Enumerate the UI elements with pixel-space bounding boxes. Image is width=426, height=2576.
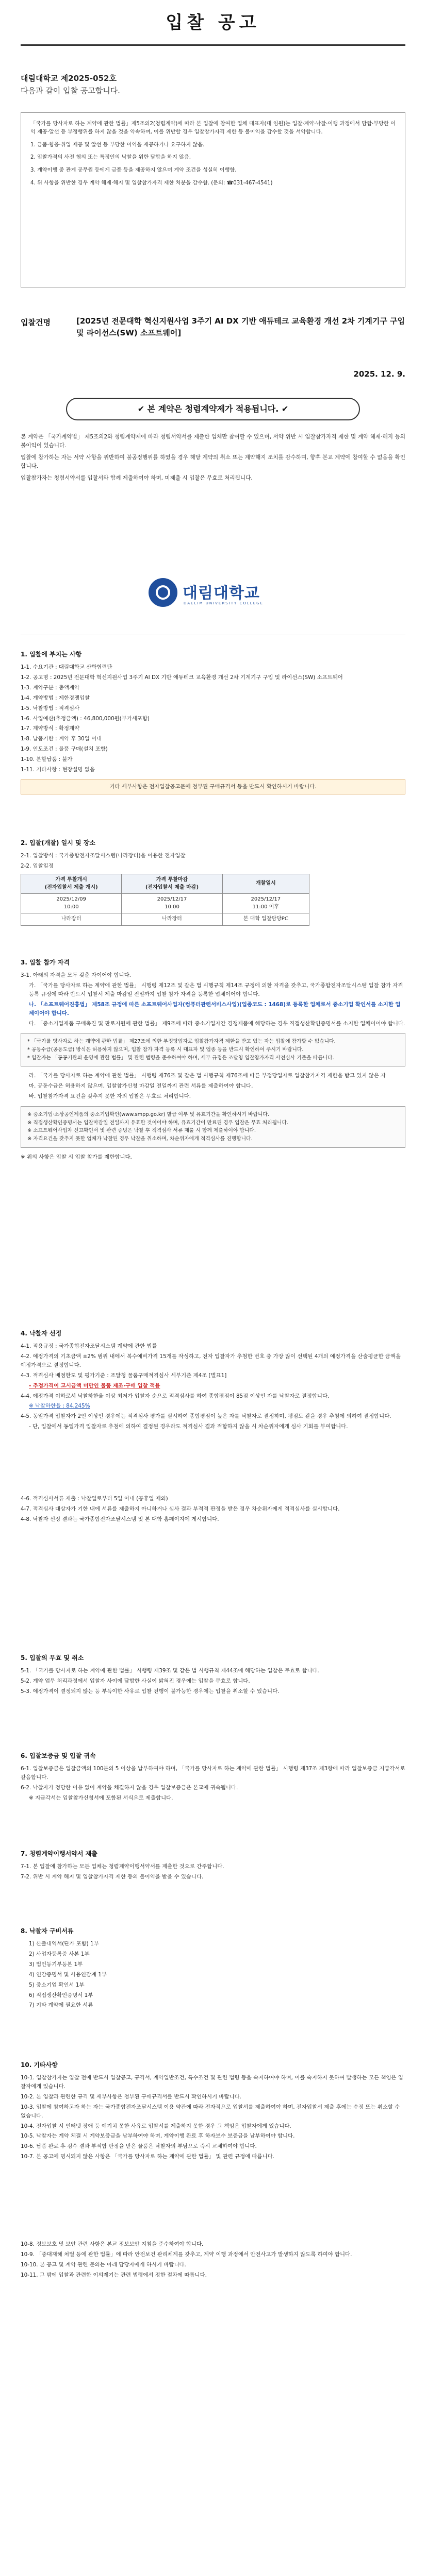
section-8 [21, 1927, 405, 2011]
section-line: 1) 산출내역서(단가 포함) 1부 [29, 1941, 99, 1947]
section-line: 라. 「국가를 당사자로 하는 계약에 관한 법률」 시행령 제76조 및 같은 법 시행규칙 제76조에 따른 부정당업자로 입찰참가자격 제한을 받고 있지 않은 자 [29, 1073, 386, 1079]
table-cell: 2025/12/09 10:00 [21, 894, 122, 913]
section-line: 4-7. 적격심사 대상자가 기한 내에 서류를 제출하지 아니하거나 심사 결과 부적격 판정을 받은 경우 차순위자에게 적격심사를 실시합니다. [21, 1505, 340, 1512]
section-line: 마. 공동수급은 허용하지 않으며, 입찰참가신청 마감일 전일까지 관련 서류를 제출하여야 합니다. [29, 1083, 253, 1090]
section-line: 나. 「소프트웨어진흥법」 제58조 규정에 따른 소프트웨어사업자(컴퓨터관련서비스사업)(업종코드 : 1468)로 등록한 업체로서 중소기업 확인서를 소지한 업체이어야 합니다. [29, 1001, 401, 1016]
note-box [21, 1106, 405, 1148]
section-4 [21, 1329, 405, 1526]
section-heading: 5. 입찰의 무효 및 취소 [21, 1654, 84, 1662]
section-3 [21, 958, 405, 1163]
section-line: 10-9. 「중대재해 처벌 등에 관한 법률」에 따라 안전보건 관리체계를 갖추고, 계약 이행 과정에서 안전사고가 발생하지 않도록 하여야 합니다. [21, 2251, 352, 2258]
note-line: ※ 중소기업·소상공인제품의 중소기업확인(www.smpp.go.kr) 발급 여부 및 유효기간을 확인하시기 바랍니다. [27, 1112, 269, 1117]
table-header-row [21, 874, 309, 894]
section-line: ※ 지급각서는 입찰참가신청서에 포함된 서식으로 제출합니다. [29, 1794, 173, 1801]
section-line: ※ 위의 사항은 입찰 시 입찰 참가를 제한합니다. [21, 1154, 132, 1160]
section-line: 10-3. 입찰에 참여하고자 하는 자는 국가종합전자조달시스템 이용 약관에 따라 전자적으로 입찰서를 제출하여야 하며, 전자입찰서 제출 후에는 수정 또는 취소할 수 없습니다. [21, 2104, 400, 2119]
section-line: 6) 직접생산확인증명서 1부 [29, 1992, 93, 1998]
section-line: 5) 중소기업 확인서 1부 [29, 1981, 85, 1988]
university-logo [149, 577, 277, 608]
note-line: * 공동수급(공동도급) 방식은 허용하지 않으며, 입찰 참가 자격 등록 시 대표자 및 업종 등을 반드시 확인하여 주시기 바랍니다. [27, 1047, 304, 1053]
note-box [21, 1033, 405, 1066]
section-line: 4-5. 동일가격 입찰자가 2인 이상인 경우에는 적격심사 평가를 실시하여 종합평점이 높은 자를 낙찰자로 결정하며, 평점도 같을 경우 추첨에 의하여 결정합니다. [21, 1413, 391, 1420]
section-line: 7) 기타 계약에 필요한 서류 [29, 2002, 93, 2009]
title-area [0, 0, 426, 63]
section-6 [21, 1752, 405, 1804]
note-line: * 「국가를 당사자로 하는 계약에 관한 법률」 제27조에 의한 부정당업자로 입찰참가자격 제한을 받고 있는 자는 입찰에 참가할 수 없습니다. [27, 1039, 336, 1045]
section-line: 10-2. 본 입찰과 관련한 규격 및 세부사항은 첨부된 구매규격서를 반드시 확인하시기 바랍니다. [21, 2094, 241, 2100]
section-line: 1-11. 기타사항 : 현장설명 없음 [21, 766, 95, 773]
note-line: ※ 자격요건을 갖추지 못한 업체가 낙찰된 경우 낙찰을 취소하며, 차순위자에게 적격심사를 진행합니다. [27, 1136, 253, 1142]
section-1 [21, 650, 405, 796]
logo-emblem-icon [149, 578, 177, 607]
note-line: ※ 소프트웨어사업자 신고확인서 및 관련 증빙은 낙찰 후 적격심사 서류 제출 시 함께 제출하여야 합니다. [27, 1128, 256, 1134]
section-line: 2-2. 입찰일정 [21, 863, 54, 870]
project-row [21, 315, 405, 359]
note-line: ※ 직접생산확인증명서는 입찰마감일 전일까지 유효한 것이어야 하며, 유효기간이 만료된 경우 입찰은 무효 처리됩니다. [27, 1120, 289, 1126]
section-line: 1-5. 낙찰방법 : 적격심사 [21, 705, 79, 711]
spacer [21, 2163, 405, 2240]
section-line: 10-7. 본 공고에 명시되지 않은 사항은 「국가를 당사자로 하는 계약에 관한 법률」 및 관련 규정에 따릅니다. [21, 2154, 274, 2160]
section-line: 4) 인감증명서 및 사용인감계 1부 [29, 1971, 107, 1978]
pledge-item: 입찰에 참가하는 자는 서약 사항을 위반하여 불공정행위를 하였을 경우 해당 계약의 취소 또는 계약해지 조치를 감수하며, 향후 본교 계약에 참여할 수 없음을 확인합니다. [21, 454, 405, 469]
section-line: 4-8. 낙찰자 선정 결과는 국가종합전자조달시스템 및 본 대학 홈페이지에 게시합니다. [21, 1516, 219, 1522]
greeting: 다음과 같이 입찰 공고합니다. [21, 86, 120, 95]
section-line: 5-2. 계약 업무 처리과정에서 입찰자 사이에 담합한 사실이 밝혀진 경우에는 입찰을 무효로 합니다. [21, 1678, 250, 1685]
section-line: 5-3. 예정가격이 결정되지 않는 등 부득이한 사유로 입찰 진행이 불가능한 경우에는 입찰을 취소할 수 있습니다. [21, 1688, 280, 1695]
section-line: 가. 「국가를 당사자로 하는 계약에 관한 법률」 시행령 제12조 및 같은 법 시행규칙 제14조 규정에 의한 자격을 갖추고, 국가종합전자조달시스템 입찰 참가 자격 등록 규정에 따라 반드시 입찰서 제출 마감일 전일까지 입찰 참가 자격을 등록한 업체이어야 합니다. [29, 982, 403, 998]
section-line: 7-1. 본 입찰에 참가하는 모든 업체는 청렴계약이행서약서를 제출한 것으로 간주합니다. [21, 1863, 224, 1870]
pre-notice-text: 2. 입찰가격의 사전 협의 또는 특정인의 낙찰을 위한 담합을 하지 않음. [30, 155, 191, 161]
section-line: 2-1. 입찰방식 : 국가종합전자조달시스템(나라장터)을 이용한 전자입찰 [21, 853, 186, 859]
project-label: 입찰건명 [21, 318, 51, 327]
section-line: 바. 입찰참가자격 요건을 갖추지 못한 자의 입찰은 무효로 처리합니다. [29, 1093, 191, 1100]
section-line: 1-1. 수요기관 : 대림대학교 산학협력단 [21, 664, 112, 671]
pre-notice-box [21, 112, 405, 287]
section-heading: 1. 입찰에 부치는 사항 [21, 651, 82, 658]
section-line: 5-1. 「국가를 당사자로 하는 계약에 관한 법률」 시행령 제39조 및 같은 법 시행규칙 제44조에 해당하는 입찰은 무효로 합니다. [21, 1668, 319, 1674]
section-line: 7-2. 위반 시 계약 해지 및 입찰참가자격 제한 등의 불이익을 받을 수 있습니다. [21, 1874, 204, 1880]
section-line: 10-6. 납품 완료 후 검수 결과 부적합 판정을 받은 물품은 낙찰자의 부담으로 즉시 교체하여야 합니다. [21, 2143, 257, 2150]
pledge-item: 입찰참가자는 청렴서약서를 입찰서와 함께 제출하여야 하며, 미제출 시 입찰은 무효로 처리됩니다. [21, 474, 253, 481]
integrity-banner: ✔ 본 계약은 청렴계약제가 적용됩니다. ✔ [66, 398, 360, 420]
table-cell: 나라장터 [122, 913, 222, 926]
section-line: 6-1. 입찰보증금은 입찰금액의 100분의 5 이상을 납부하여야 하며, 「국가를 당사자로 하는 계약에 관한 법률」 시행령 제37조 제3항에 따라 입찰보증금 지급각서로 갈음합니다. [21, 1766, 405, 1781]
section-line: 1-2. 공고명 : 2025년 전문대학 혁신지원사업 3주기 AI DX 기반 애듀테크 교육환경 개선 2차 기계기구 구입 및 라이선스(SW) 소프트웨어 [21, 674, 343, 681]
section-line: 10-8. 정보보호 및 보안 관련 사항은 본교 정보보안 지침을 준수하여야 합니다. [21, 2241, 204, 2247]
section-heading: 7. 청렴계약이행서약서 제출 [21, 1850, 97, 1857]
section-line: 3-1. 아래의 자격을 모두 갖춘 자이어야 합니다. [21, 972, 132, 979]
section-line: ※ 낙찰하한율 : 84.245% [29, 1403, 90, 1410]
table-row [21, 894, 309, 913]
table-header: 가격 투찰마감 (전자입찰서 제출 마감) [122, 874, 222, 894]
notice-number: 대림대학교 제2025-052호 [21, 74, 117, 83]
section-line: - 단, 입찰에서 동일가격 입찰자로 추첨에 의하여 결정된 경우라도 적격심사 결과 적합하지 않을 시 차순위자에게 심사 기회를 부여합니다. [29, 1423, 348, 1430]
section-line: 4-4. 예정가격 이하로서 낙찰하한율 이상 최저가 입찰자 순으로 적격심사를 하여 종합평점이 85점 이상인 자를 낙찰자로 결정합니다. [21, 1393, 330, 1399]
pre-notice-text: 3. 계약이행 중 관계 공무원 등에게 금품 등을 제공하지 않으며 계약 조건을 성실히 이행함. [30, 167, 237, 174]
section-7 [21, 1850, 405, 1883]
section-line: 4-1. 적용규정 : 국가종합전자조달시스템 계약에 관한 법률 [21, 1343, 157, 1350]
section-heading: 6. 입찰보증금 및 입찰 귀속 [21, 1752, 96, 1759]
section-heading: 2. 입찰(개찰) 일시 및 장소 [21, 839, 95, 846]
table-cell: 2025/12/17 10:00 [122, 894, 222, 913]
section-line: 1-10. 분할납품 : 불가 [21, 756, 73, 762]
table-row [21, 913, 309, 926]
schedule-table [21, 874, 309, 926]
project-name: [2025년 전문대학 혁신지원사업 3주기 AI DX 기반 애듀테크 교육환경 개선 2차 기계기구 구입 및 라이선스(SW) 소프트웨어] [76, 316, 405, 338]
section-line: 10-1. 입찰참가자는 입찰 전에 반드시 입찰공고, 규격서, 계약일반조건, 특수조건 및 관련 법령 등을 숙지하여야 하며, 이를 숙지하지 못하여 발생하는 모든 책임은 입찰자에게 있습니다. [21, 2075, 403, 2090]
section-heading: 3. 입찰 참가 자격 [21, 959, 70, 966]
section-10 [21, 2061, 405, 2281]
pre-notice-text: 1. 금품·향응·취업 제공 및 알선 등 부당한 이익을 제공하거나 요구하지 않음. [30, 142, 205, 148]
section-line: 10-5. 낙찰자는 계약 체결 시 계약보증금을 납부하여야 하며, 계약이행 완료 후 하자보수 보증금을 납부하여야 합니다. [21, 2133, 295, 2140]
section-line: 1-7. 계약방식 : 확정계약 [21, 725, 79, 732]
section-line: 4-6. 적격심사서류 제출 : 낙찰일로부터 5일 이내 (공휴일 제외) [21, 1495, 168, 1502]
section-line: 10-4. 전자입찰 시 인터넷 장애 등 예기치 못한 사유로 입찰서를 제출하지 못한 경우 그 책임은 입찰자에게 있습니다. [21, 2123, 291, 2129]
section-2 [21, 839, 405, 926]
page-title: 입찰 공고 [166, 12, 260, 33]
announce-date: 2025. 12. 9. [353, 369, 405, 379]
section-line: 다. 「중소기업제품 구매촉진 및 판로지원에 관한 법률」 제9조에 따라 중소기업자간 경쟁제품에 해당하는 경우 직접생산확인증명서를 소지한 업체이어야 합니다. [29, 1020, 405, 1027]
pledge-list [21, 433, 405, 486]
logo-subtitle: DAELIM UNIVERSITY COLLEGE [184, 601, 264, 605]
section-line: 10-10. 본 공고 및 계약 관련 문의는 아래 담당자에게 하시기 바랍니다. [21, 2261, 186, 2268]
section-line: 1-3. 계약구분 : 총액계약 [21, 685, 79, 691]
section-5 [21, 1654, 405, 1698]
logo-name: 대림대학교 [183, 584, 260, 602]
section-heading: 4. 낙찰자 선정 [21, 1330, 62, 1337]
section-line: 1-6. 사업예산(추정금액) : 46,800,000원(부가세포함) [21, 715, 150, 722]
section-line: 1-4. 계약방법 : 제한경쟁입찰 [21, 694, 90, 701]
table-header: 가격 투찰개시 (전자입찰서 제출 개시) [21, 874, 122, 894]
section-line: 2) 사업자등록증 사본 1부 [29, 1951, 90, 1958]
section-line: 3) 법인등기부등본 1부 [29, 1961, 83, 1968]
table-cell: 본 대학 입찰담당PC [222, 913, 309, 926]
spacer [21, 1433, 405, 1495]
pledge-item: 본 계약은 「국가계약법」 제5조의2와 청렴계약제에 따라 청렴서약서를 제출한 업체만 참여할 수 있으며, 서약 위반 시 입찰참가자격 제한 및 계약 해제·해지 등의 불이익이 있습니다. [21, 434, 405, 449]
section-line: 4-3. 적격심사 배점한도 및 평가기준 : 조달청 물품구매적격심사 세부기준 제4조 [별표1] [21, 1372, 227, 1379]
title-divider [21, 44, 405, 46]
section-heading: 10. 기타사항 [21, 2061, 58, 2069]
table-cell: 나라장터 [21, 913, 122, 926]
table-cell: 2025/12/17 11:00 이후 [222, 894, 309, 913]
section-line: 6-2. 낙찰자가 정당한 이유 없이 계약을 체결하지 않을 경우 입찰보증금은 본교에 귀속됩니다. [21, 1785, 238, 1791]
table-header: 개찰일시 [222, 874, 309, 894]
highlight-note: 기타 세부사항은 전자입찰공고문에 첨부된 구매규격서 등을 반드시 확인하시기 바랍니다. [21, 779, 405, 794]
section-line: 4-2. 예정가격의 기초금액 ±2% 범위 내에서 복수예비가격 15개를 작성하고, 전자 입찰자가 추첨한 번호 중 가장 많이 선택된 4개의 예정가격을 산술평균한 금액을 예정가격으로 결정합니다. [21, 1353, 401, 1369]
section-line: 10-11. 그 밖에 입찰과 관련한 이의제기는 관련 법령에서 정한 절차에 따릅니다. [21, 2272, 207, 2278]
section-heading: 8. 낙찰자 구비서류 [21, 1927, 74, 1935]
pre-notice-text: 4. 위 사항을 위반한 경우 계약 해제·해지 및 입찰참가자격 제한 처분을 감수함. (문의: ☎031-467-4541) [30, 180, 273, 187]
pre-notice-text: 「국가를 당사자로 하는 계약에 관한 법률」제5조의2(청렴계약)에 따라 본 입찰에 참여한 업체 대표자(대 임원)는 입찰·계약·낙찰·이행 과정에서 담합·부당한 이익 제공·알선 등 부정행위를 하지 않을 것을 약속하며, 이를 위반할 경우 입찰참가자격 제한 등 불이익을 감수할 것을 서약합니다. [30, 121, 396, 135]
note-line: * 입찰자는 「공공기관의 운영에 관한 법률」 및 관련 법령을 준수하여야 하며, 세부 규정은 조달청 입찰참가자격 사전심사 기준을 따릅니다. [27, 1055, 334, 1061]
section-line: 1-8. 납품기한 : 계약 후 30일 이내 [21, 736, 102, 742]
section-line: 1-9. 인도조건 : 물품 구매(설치 포함) [21, 746, 108, 753]
section-line: - 추정가격이 고시금액 미만인 물품 제조·구매 입찰 적용 [29, 1382, 160, 1389]
